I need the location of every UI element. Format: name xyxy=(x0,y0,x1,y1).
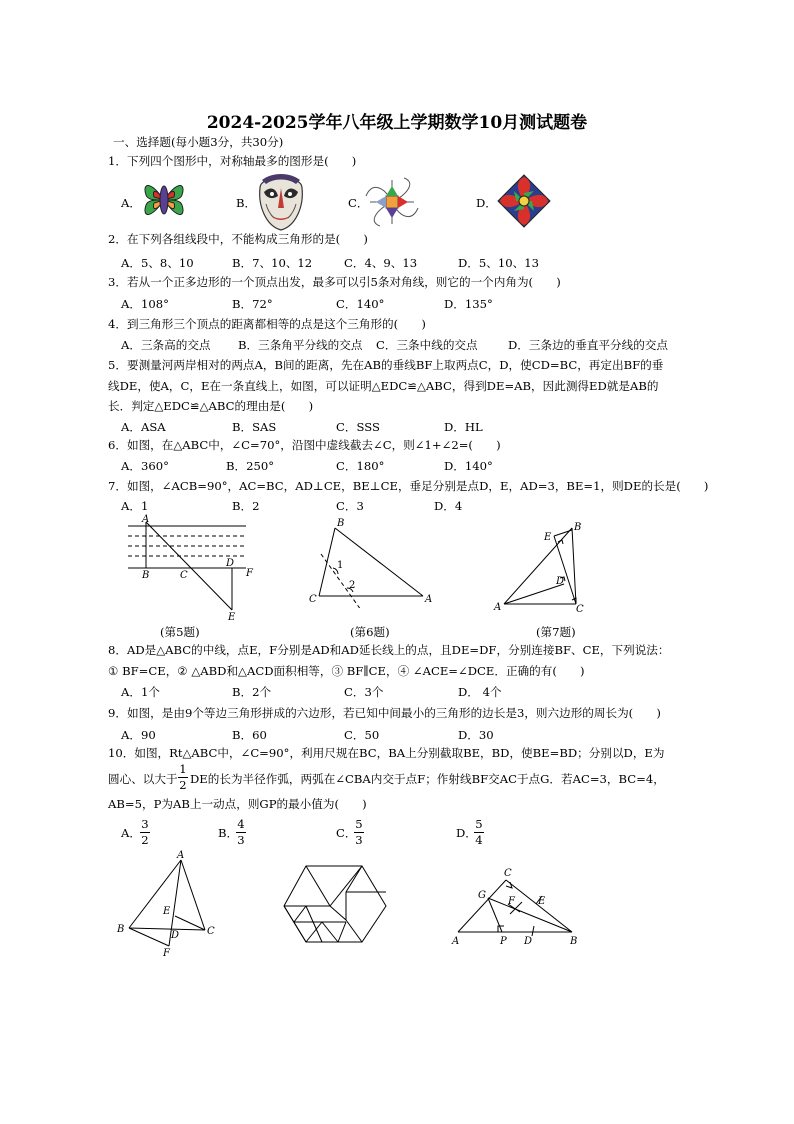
q8-line2: ① BF=CE，② △ABD和△ACD面积相等，③ BF∥CE，④ ∠ACE=∠DCE．正确的有( ) xyxy=(108,664,585,678)
q8-line1: 8．AD是△ABC的中线，点E，F分别是AD和AD延长线上的点，且DE=DF，分别连接BF、CE，下列说法： xyxy=(108,643,670,657)
q3-opt-c: C．140° xyxy=(336,297,385,311)
label-d: D xyxy=(556,576,565,587)
q1-opt-b: B． xyxy=(236,196,257,210)
label-e: E xyxy=(228,612,236,623)
q4-stem: 4．到三角形三个顶点的距离都相等的点是这个三角形的( ) xyxy=(108,317,426,331)
den: 4 xyxy=(475,833,483,847)
q4-opt-a: A．三条高的交点 xyxy=(121,338,211,352)
label-e: E xyxy=(538,896,546,907)
den: 2 xyxy=(141,833,149,847)
q8-figure xyxy=(115,850,225,958)
label-c: C xyxy=(180,570,188,581)
q9-stem: 9．如图，是由9个等边三角形拼成的六边形，若已知中间最小的三角形的边长是3，则六边形的周长为( ) xyxy=(108,706,661,720)
q6-stem: 6．如图，在△ABC中，∠C=70°，沿图中虚线截去∠C，则∠1+∠2=( ) xyxy=(108,438,501,452)
q7-stem: 7．如图，∠ACB=90°，AC=BC，AD⊥CE，BE⊥CE，垂足分别是点D，E，AD=3，BE=1，则DE的长是( ) xyxy=(108,479,709,493)
label-c: C xyxy=(576,604,584,614)
label-b: B xyxy=(574,522,582,533)
label-c: C xyxy=(504,868,512,879)
page-title: 2024-2025学年八年级上学期数学10月测试题卷 xyxy=(206,113,588,133)
q5-opt-b: B．SAS xyxy=(232,420,277,434)
q4-opt-c: C．三条中线的交点 xyxy=(376,338,478,352)
symmetric-flower-icon xyxy=(140,175,188,225)
q7-opt-b: B．2 xyxy=(232,499,260,513)
label-a: A xyxy=(452,936,460,947)
label-a: A xyxy=(494,602,502,613)
q5-opt-a: A．ASA xyxy=(121,420,166,434)
q5-line2: 线DE，使A，C，E在一条直线上，如图，可以证明△EDC≌△ABC，得到DE=AB，因此测得ED就是AB的 xyxy=(108,379,659,393)
q6-opt-b: B．250° xyxy=(226,459,275,473)
q9-opt-d: D．30 xyxy=(458,728,494,742)
pinwheel-figure-icon xyxy=(364,176,420,228)
q10-opt-a-frac xyxy=(140,818,150,847)
q9-opt-c: C．50 xyxy=(344,728,380,742)
q3-opt-b: B．72° xyxy=(232,297,273,311)
q7-opt-c: C．3 xyxy=(336,499,364,513)
num: 5 xyxy=(355,817,363,831)
label-a: A xyxy=(177,850,185,861)
q10-opt-b-frac xyxy=(236,818,246,847)
diamond-flower-icon xyxy=(496,173,552,229)
den: 3 xyxy=(237,833,245,847)
label-d: D xyxy=(524,936,533,947)
den: 3 xyxy=(355,833,363,847)
label-a: A xyxy=(425,594,433,605)
q10-line3: AB=5，P为AB上一动点，则GP的最小值为( ) xyxy=(108,797,367,811)
label-c: C xyxy=(207,926,215,937)
q5-opt-c: C．SSS xyxy=(336,420,380,434)
num: 4 xyxy=(237,817,245,831)
label-a: A xyxy=(142,514,150,525)
q8-opt-d: D． 4个 xyxy=(458,685,502,699)
q10-opt-c-label: C． xyxy=(336,826,357,840)
caption-q5: (第5题) xyxy=(160,625,200,639)
q8-opt-b: B．2个 xyxy=(232,685,272,699)
label-angle-2: 2 xyxy=(349,580,356,591)
q2-opt-b: B．7、10、12 xyxy=(232,256,313,270)
label-b: B xyxy=(142,570,150,581)
opera-mask-icon xyxy=(252,170,310,232)
label-p: P xyxy=(500,936,507,947)
q10-fraction-half xyxy=(178,763,188,792)
caption-q6: (第6题) xyxy=(350,625,390,639)
q4-opt-b: B．三条角平分线的交点 xyxy=(238,338,363,352)
q10-opt-d-frac xyxy=(474,818,484,847)
q1-stem: 1．下列四个图形中，对称轴最多的图形是( ) xyxy=(108,154,357,168)
q1-opt-a: A． xyxy=(121,196,141,210)
label-c: C xyxy=(309,594,317,605)
label-e: E xyxy=(544,532,552,543)
q6-opt-d: D．140° xyxy=(444,459,493,473)
q1-opt-c: C． xyxy=(348,196,369,210)
label-d: D xyxy=(226,558,235,569)
q3-opt-d: D．135° xyxy=(444,297,493,311)
label-angle-1: 1 xyxy=(337,560,344,571)
label-g: G xyxy=(478,890,486,901)
q5-figure xyxy=(120,512,270,624)
q2-opt-a: A．5、8、10 xyxy=(121,256,194,270)
q2-opt-d: D．5、10、13 xyxy=(458,256,539,270)
label-f: F xyxy=(246,568,253,579)
label-d: D xyxy=(171,930,180,941)
q10-opt-c-frac xyxy=(354,818,364,847)
q9-opt-a: A．90 xyxy=(121,728,156,742)
q10-opt-d-label: D． xyxy=(456,826,477,840)
label-b: B xyxy=(570,936,578,947)
q2-stem: 2．在下列各组线段中，不能构成三角形的是( ) xyxy=(108,232,368,246)
q5-opt-d: D．HL xyxy=(444,420,483,434)
q9-hexagon-figure xyxy=(280,862,392,946)
q6-opt-c: C．180° xyxy=(336,459,385,473)
q1-opt-d: D． xyxy=(476,196,497,210)
label-f: F xyxy=(508,896,515,907)
q2-opt-c: C．4、9、13 xyxy=(344,256,418,270)
q8-opt-a: A．1个 xyxy=(121,685,160,699)
q7-opt-d: D．4 xyxy=(434,499,463,513)
q3-opt-a: A．108° xyxy=(121,297,169,311)
frac-num: 1 xyxy=(179,762,187,776)
label-f: F xyxy=(163,948,170,958)
label-e: E xyxy=(163,906,171,917)
q7-opt-a: A．1 xyxy=(121,499,149,513)
q10-opt-a-label: A． xyxy=(121,826,141,840)
q10-opt-b-label: B． xyxy=(218,826,239,840)
q4-opt-d: D．三条边的垂直平分线的交点 xyxy=(508,338,669,352)
q10-line1: 10．如图，Rt△ABC中，∠C=90°，利用尺规在BC，BA上分别截取BE，BD，使BE=BD；分别以D，E为 xyxy=(108,746,665,760)
num: 5 xyxy=(475,817,483,831)
q5-line1: 5．要测量河两岸相对的两点A，B间的距离，先在AB的垂线BF上取两点C，D，使CD=BC，再定出BF的垂 xyxy=(108,358,664,372)
caption-q7: (第7题) xyxy=(536,625,576,639)
q6-figure xyxy=(305,518,445,608)
q5-line3: 长．判定△EDC≌△ABC的理由是( ) xyxy=(108,399,314,413)
q7-figure xyxy=(492,518,602,614)
q10-figure xyxy=(448,862,588,948)
q9-opt-b: B．60 xyxy=(232,728,267,742)
frac-den: 2 xyxy=(179,778,187,792)
num: 3 xyxy=(141,817,149,831)
label-b: B xyxy=(337,518,345,529)
q10-line2a: 圆心、以大于 xyxy=(108,772,178,786)
q8-opt-c: C．3个 xyxy=(344,685,384,699)
section-heading: 一、选择题(每小题3分，共30分) xyxy=(113,135,284,149)
q6-opt-a: A．360° xyxy=(121,459,169,473)
q10-line2b: DE的长为半径作弧，两弧在∠CBA内交于点F；作射线BF交AC于点G．若AC=3，BC=4， xyxy=(190,772,665,786)
label-b: B xyxy=(117,924,125,935)
q3-stem: 3．若从一个正多边形的一个顶点出发，最多可以引5条对角线，则它的一个内角为( ) xyxy=(108,275,561,289)
